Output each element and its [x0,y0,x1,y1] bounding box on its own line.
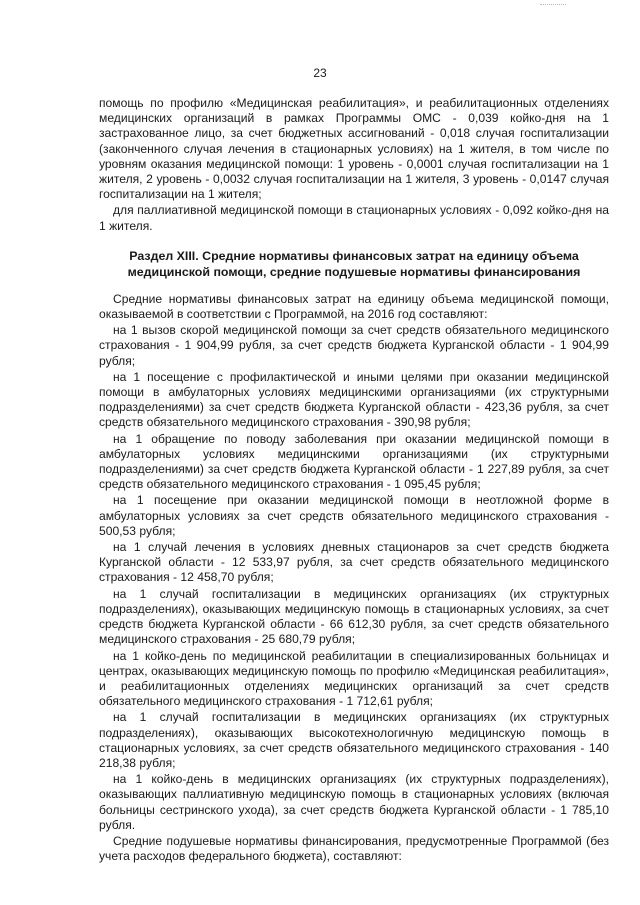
section-heading-line-2: медицинской помощи, средние подушевые нормативы финансирования [127,264,581,279]
document-body [99,96,609,865]
paragraph-day-hospital: на 1 случай лечения в условиях дневных стационаров за счет средств бюджета Курганской области - 12 533,97 рубля, за счет средств обязательного медицинского страхования - 12 458,70 рубля; [99,540,609,585]
section-heading [99,248,609,280]
paragraph-high-tech-care: на 1 случай госпитализации в медицинских организациях (их структурных подразделениях), оказывающих высокотехнологичную медицинскую помощь в стационарных условиях, за счет средств обязательного медицинского страхования - 140 218,38 рубля; [99,710,609,770]
paragraph-urgent-visit: на 1 посещение при оказании медицинской помощи в неотложной форме в амбулаторных условиях за счет средств обязательного медицинского страхования - 500,53 рубля; [99,493,609,538]
scan-artifact [540,4,566,7]
paragraph-intro: Средние нормативы финансовых затрат на единицу объема медицинской помощи, оказываемой в соответствии с Программой, на 2016 год составляют: [99,291,609,322]
paragraph-preventive-visit: на 1 посещение с профилактической и иными целями при оказании медицинской помощи в амбулаторных условиях медицинскими организациями (их структурными подразделениями) за счет средств бюджета Курганской области - 423,36 рубля, за счет средств обязательного медицинского страхования - 390,98 рубля; [99,369,609,430]
page-number: 23 [313,66,327,80]
paragraph-hospitalization: на 1 случай госпитализации в медицинских организациях (их структурных подразделениях), оказывающих медицинскую помощь в стационарных условиях, за счет средств бюджета Курганской области - 66 612,30 рубля, за счет средств обязательного медицинского страхования - 25 680,79 рубля; [99,586,609,647]
paragraph-ambulance-call: на 1 вызов скорой медицинской помощи за счет средств обязательного медицинского страхования - 1 904,99 рубля, за счет средств бюджета Курганской области - 1 904,99 рубля; [99,323,609,368]
paragraph-rehab-bed-day: на 1 койко-день по медицинской реабилитации в специализированных больницах и центрах, оказывающих медицинскую помощь по профилю «Медицинская реабилитация», и реабилитационных отделениях медицинских организаций за счет средств обязательного медицинского страхования - 1 712,61 рубля; [99,648,609,709]
paragraph-palliative-bed-day: на 1 койко-день в медицинских организациях (их структурных подразделениях), оказывающих паллиативную медицинскую помощь в стационарных условиях (включая больницы сестринского ухода), за счет средств бюджета Курганской области - 1 785,10 рубля. [99,772,609,832]
paragraph-per-capita-intro: Средние подушевые нормативы финансирования, предусмотренные Программой (без учета расходов федерального бюджета), составляют: [99,833,609,864]
paragraph-disease-appeal: на 1 обращение по поводу заболевания при оказании медицинской помощи в амбулаторных условиях медицинскими организациями (их структурными подразделениями) за счет средств бюджета Курганской области - 1 227,89 рубля, за счет средств обязательного медицинского страхования - 1 095,45 рубля; [99,431,609,492]
section-heading-line-1: Раздел XIII. Средние нормативы финансовых затрат на единицу объема [129,248,579,263]
paragraph-palliative-volume: для паллиативной медицинской помощи в стационарных условиях - 0,092 койко-дня на 1 жителя. [99,203,609,233]
paragraph-rehab-continued: помощь по профилю «Медицинская реабилитация», и реабилитационных отделениях медицинских организаций в рамках Программы ОМС - 0,039 койко-дня на 1 застрахованное лицо, за счет бюджетных ассигнований - 0,018 случая госпитализации (законченного случая лечения в стационарных условиях) на 1 жителя, в том числе по уровням оказания медицинской помощи: 1 уровень - 0,0001 случая госпитализации на 1 жителя, 2 уровень - 0,0032 случая госпитализации на 1 жителя, 3 уровень - 0,0147 случая госпитализации на 1 жителя; [99,96,609,202]
